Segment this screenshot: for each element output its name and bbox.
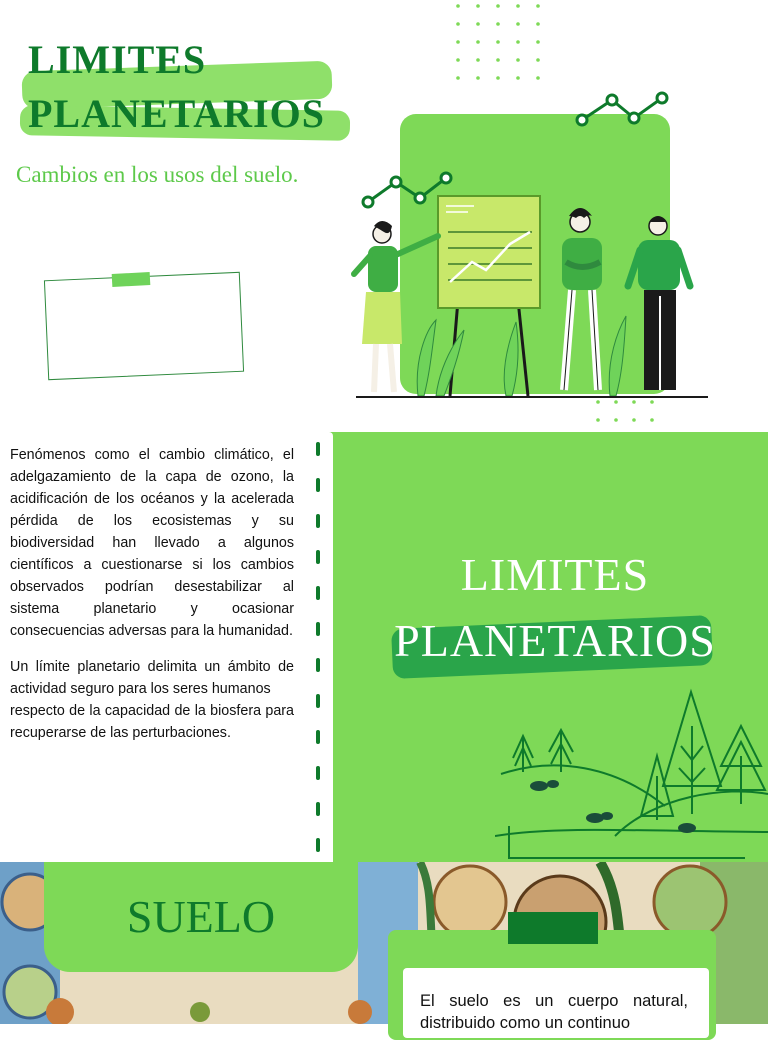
intro-text <box>10 444 294 758</box>
page-subtitle: Cambios en los usos del suelo. <box>16 162 299 187</box>
band-title-line2: PLANETARIOS <box>394 615 716 666</box>
dashed-divider <box>308 440 328 860</box>
chart-presentation-illustration <box>340 0 768 430</box>
page-title-line2: PLANETARIOS <box>28 91 325 136</box>
intro-paragraph-1: Fenómenos como el cambio climático, el adelgazamiento de la capa de ozono, la acidificación de los océanos y la acelerada pérdida de los ecosistemas y su biodiversidad han llevado a algunos científicos a cuestionarse si los cambios observados podrían desestabilizar al sistema planetario y ocasionar consecuencias adversas para la humanidad. <box>10 447 294 639</box>
note-tape <box>112 272 151 287</box>
soil-title: SUELO <box>126 891 276 942</box>
soil-info-tape <box>508 912 598 944</box>
empty-note-card <box>44 272 244 380</box>
dot-grid-decoration <box>456 4 540 80</box>
intro-paragraph-2-line-2: respecto de la capacidad de la biosfera para recuperarse de las perturbaciones. <box>10 703 294 741</box>
page-title-line1: LIMITES <box>28 37 207 82</box>
soil-info-text: El suelo es un cuerpo natural, distribuido como un continuo <box>420 992 688 1032</box>
tree-landscape-illustration <box>495 686 768 862</box>
intro-paragraph-2 <box>10 656 294 744</box>
intro-paragraph-2-line-1: Un límite planetario delimita un ámbito de actividad seguro para los seres humanos <box>10 659 294 697</box>
band-title-line1: LIMITES <box>460 549 650 600</box>
